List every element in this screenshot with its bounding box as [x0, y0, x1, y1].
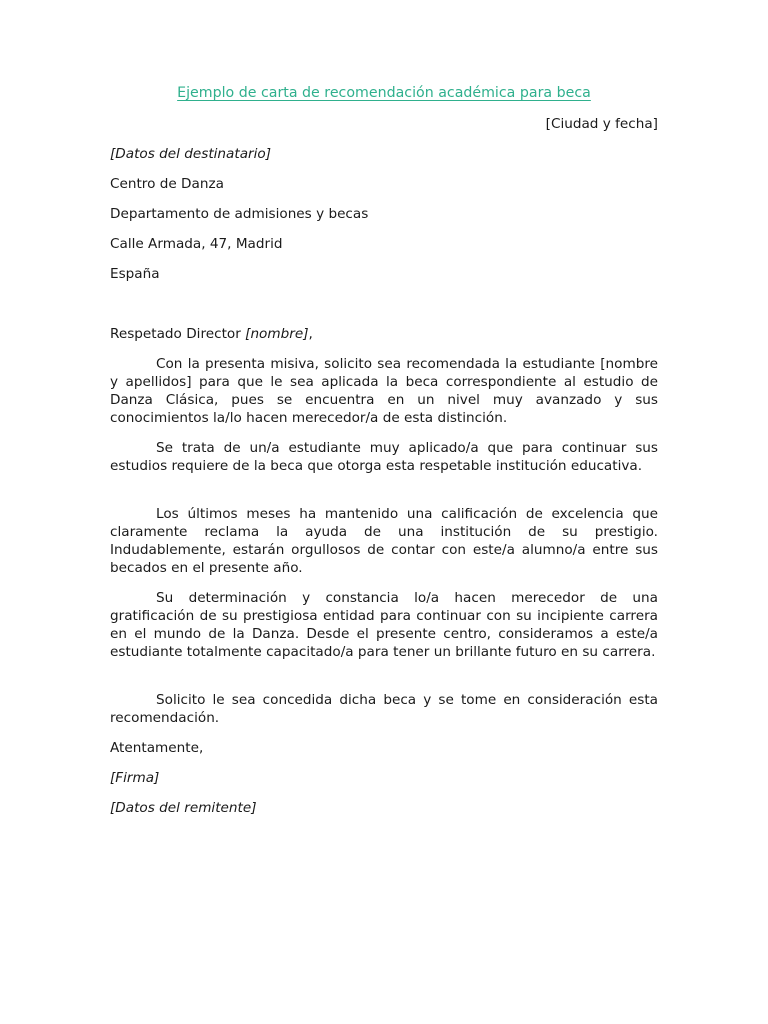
salutation-name-placeholder: [nombre] [245, 326, 309, 342]
body-paragraph: Se trata de un/a estudiante muy aplicado/a que para continuar sus estudios requiere de la beca que otorga esta respetable institución educativa. [110, 440, 658, 474]
body-paragraph: Con la presenta misiva, solicito sea recomendada la estudiante [nombre y apellidos] para que le sea aplicada la beca correspondiente al estudio de Danza Clásica, pues se encuentra en un nivel muy avanzado y sus conocimientos la/lo hacen merecedor/a de esta distinción. [110, 356, 658, 426]
body-paragraph: Solicito le sea concedida dicha beca y se tome en consideración esta recomendación. [110, 692, 658, 726]
body-paragraph: Los últimos meses ha mantenido una calificación de excelencia que claramente reclama la ayuda de una institución de su prestigio. Indudablemente, estarán orgullosos de contar con este/a alumno/a entre sus becados en el presente año. [110, 506, 658, 576]
recipient-line: Centro de Danza [110, 176, 224, 192]
salutation-suffix: , [308, 326, 313, 342]
recipient-line: España [110, 266, 160, 282]
signature-placeholder: [Firma] [110, 770, 160, 786]
body-paragraph: Su determinación y constancia lo/a hacen merecedor de una gratificación de su prestigiosa entidad para continuar con su incipiente carrera en el mundo de la Danza. Desde el presente centro, consideramos a este/a estudiante totalmente capacitado/a para tener un brillante futuro en su carrera. [110, 590, 658, 660]
salutation-prefix: Respetado Director [110, 326, 246, 342]
city-date-placeholder: [Ciudad y fecha] [545, 116, 658, 132]
document-title: Ejemplo de carta de recomendación académica para beca [177, 85, 591, 101]
recipient-line: Departamento de admisiones y becas [110, 206, 369, 222]
recipient-line: Calle Armada, 47, Madrid [110, 236, 283, 252]
recipient-placeholder: [Datos del destinatario] [110, 146, 272, 162]
sender-placeholder: [Datos del remitente] [110, 800, 257, 816]
salutation [110, 325, 658, 343]
closing: Atentamente, [110, 740, 204, 756]
